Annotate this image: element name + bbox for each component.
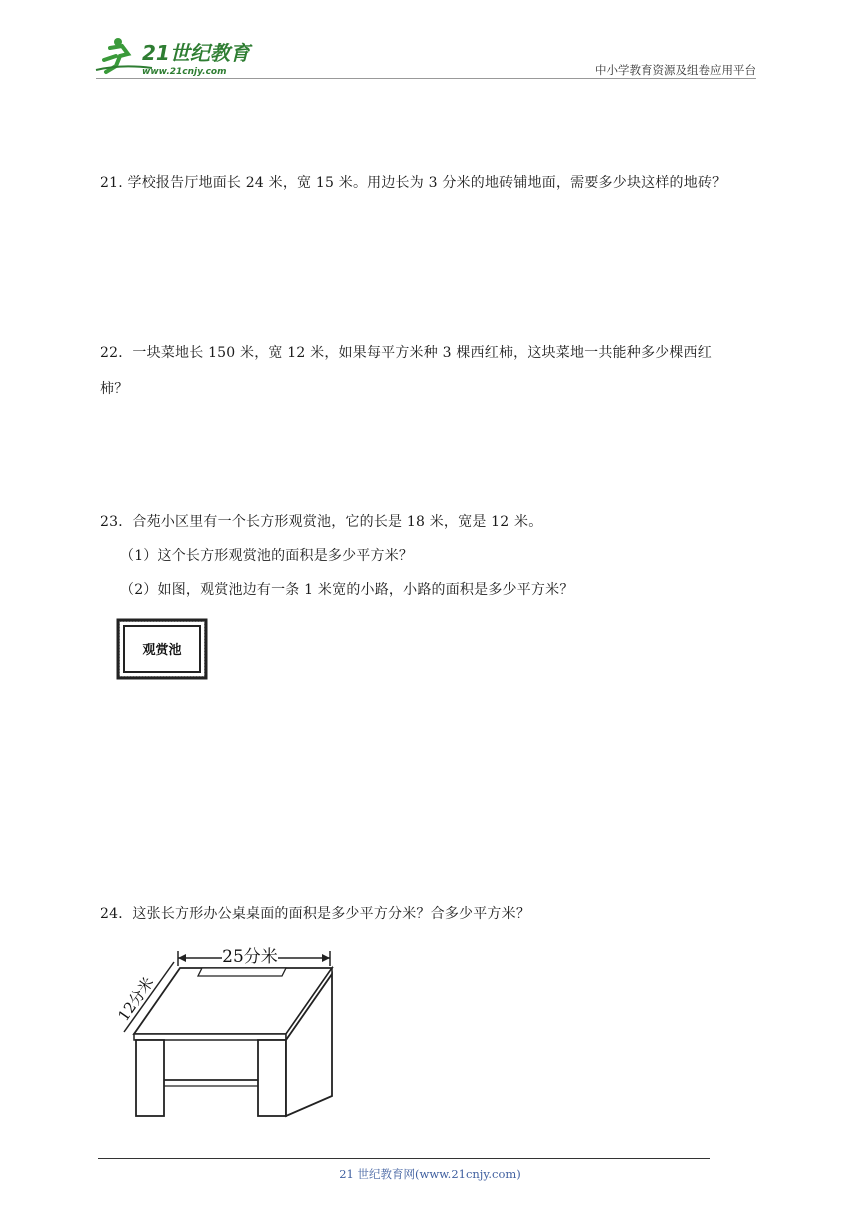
question-22-text-cont: 柿？ — [100, 381, 129, 397]
pond-label: 观赏池 — [142, 643, 182, 658]
question-21-text: 21. 学校报告厅地面长 24 米，宽 15 米。用边长为 3 分米的地砖铺地面，需要多少块这样的地砖？ — [100, 175, 727, 191]
footer-divider — [98, 1158, 710, 1159]
question-22 — [100, 336, 760, 406]
site-logo — [92, 34, 262, 78]
logo-url: www.21cnjy.com — [142, 67, 227, 77]
question-23-sub2: （2）如图，观赏池边有一条 1 米宽的小路，小路的面积是多少平方米？ — [120, 582, 574, 598]
question-24-text: 24．这张长方形办公桌桌面的面积是多少平方分米？合多少平方米？ — [100, 906, 531, 922]
logo-text: 21世纪教育 — [142, 41, 250, 65]
header-platform-text: 中小学教育资源及组卷应用平台 — [595, 63, 756, 77]
desk-figure — [118, 936, 338, 1121]
footer-text: 21 世纪教育网(www.21cnjy.com) — [339, 1167, 521, 1181]
header-divider — [96, 78, 756, 79]
question-22-text: 22．一块菜地长 150 米，宽 12 米，如果每平方米种 3 棵西红柿，这块菜地一共能种多少棵西红 — [100, 345, 712, 361]
desk-width-label: 12分米 — [118, 973, 158, 1025]
question-23 — [100, 505, 760, 607]
question-23-sub1: （1）这个长方形观赏池的面积是多少平方米？ — [120, 548, 414, 564]
question-21 — [100, 166, 760, 200]
question-24 — [100, 897, 760, 931]
question-23-text: 23．合苑小区里有一个长方形观赏池，它的长是 18 米，宽是 12 米。 — [100, 514, 543, 530]
pond-figure — [116, 618, 208, 680]
desk-length-label: 25分米 — [222, 947, 278, 967]
